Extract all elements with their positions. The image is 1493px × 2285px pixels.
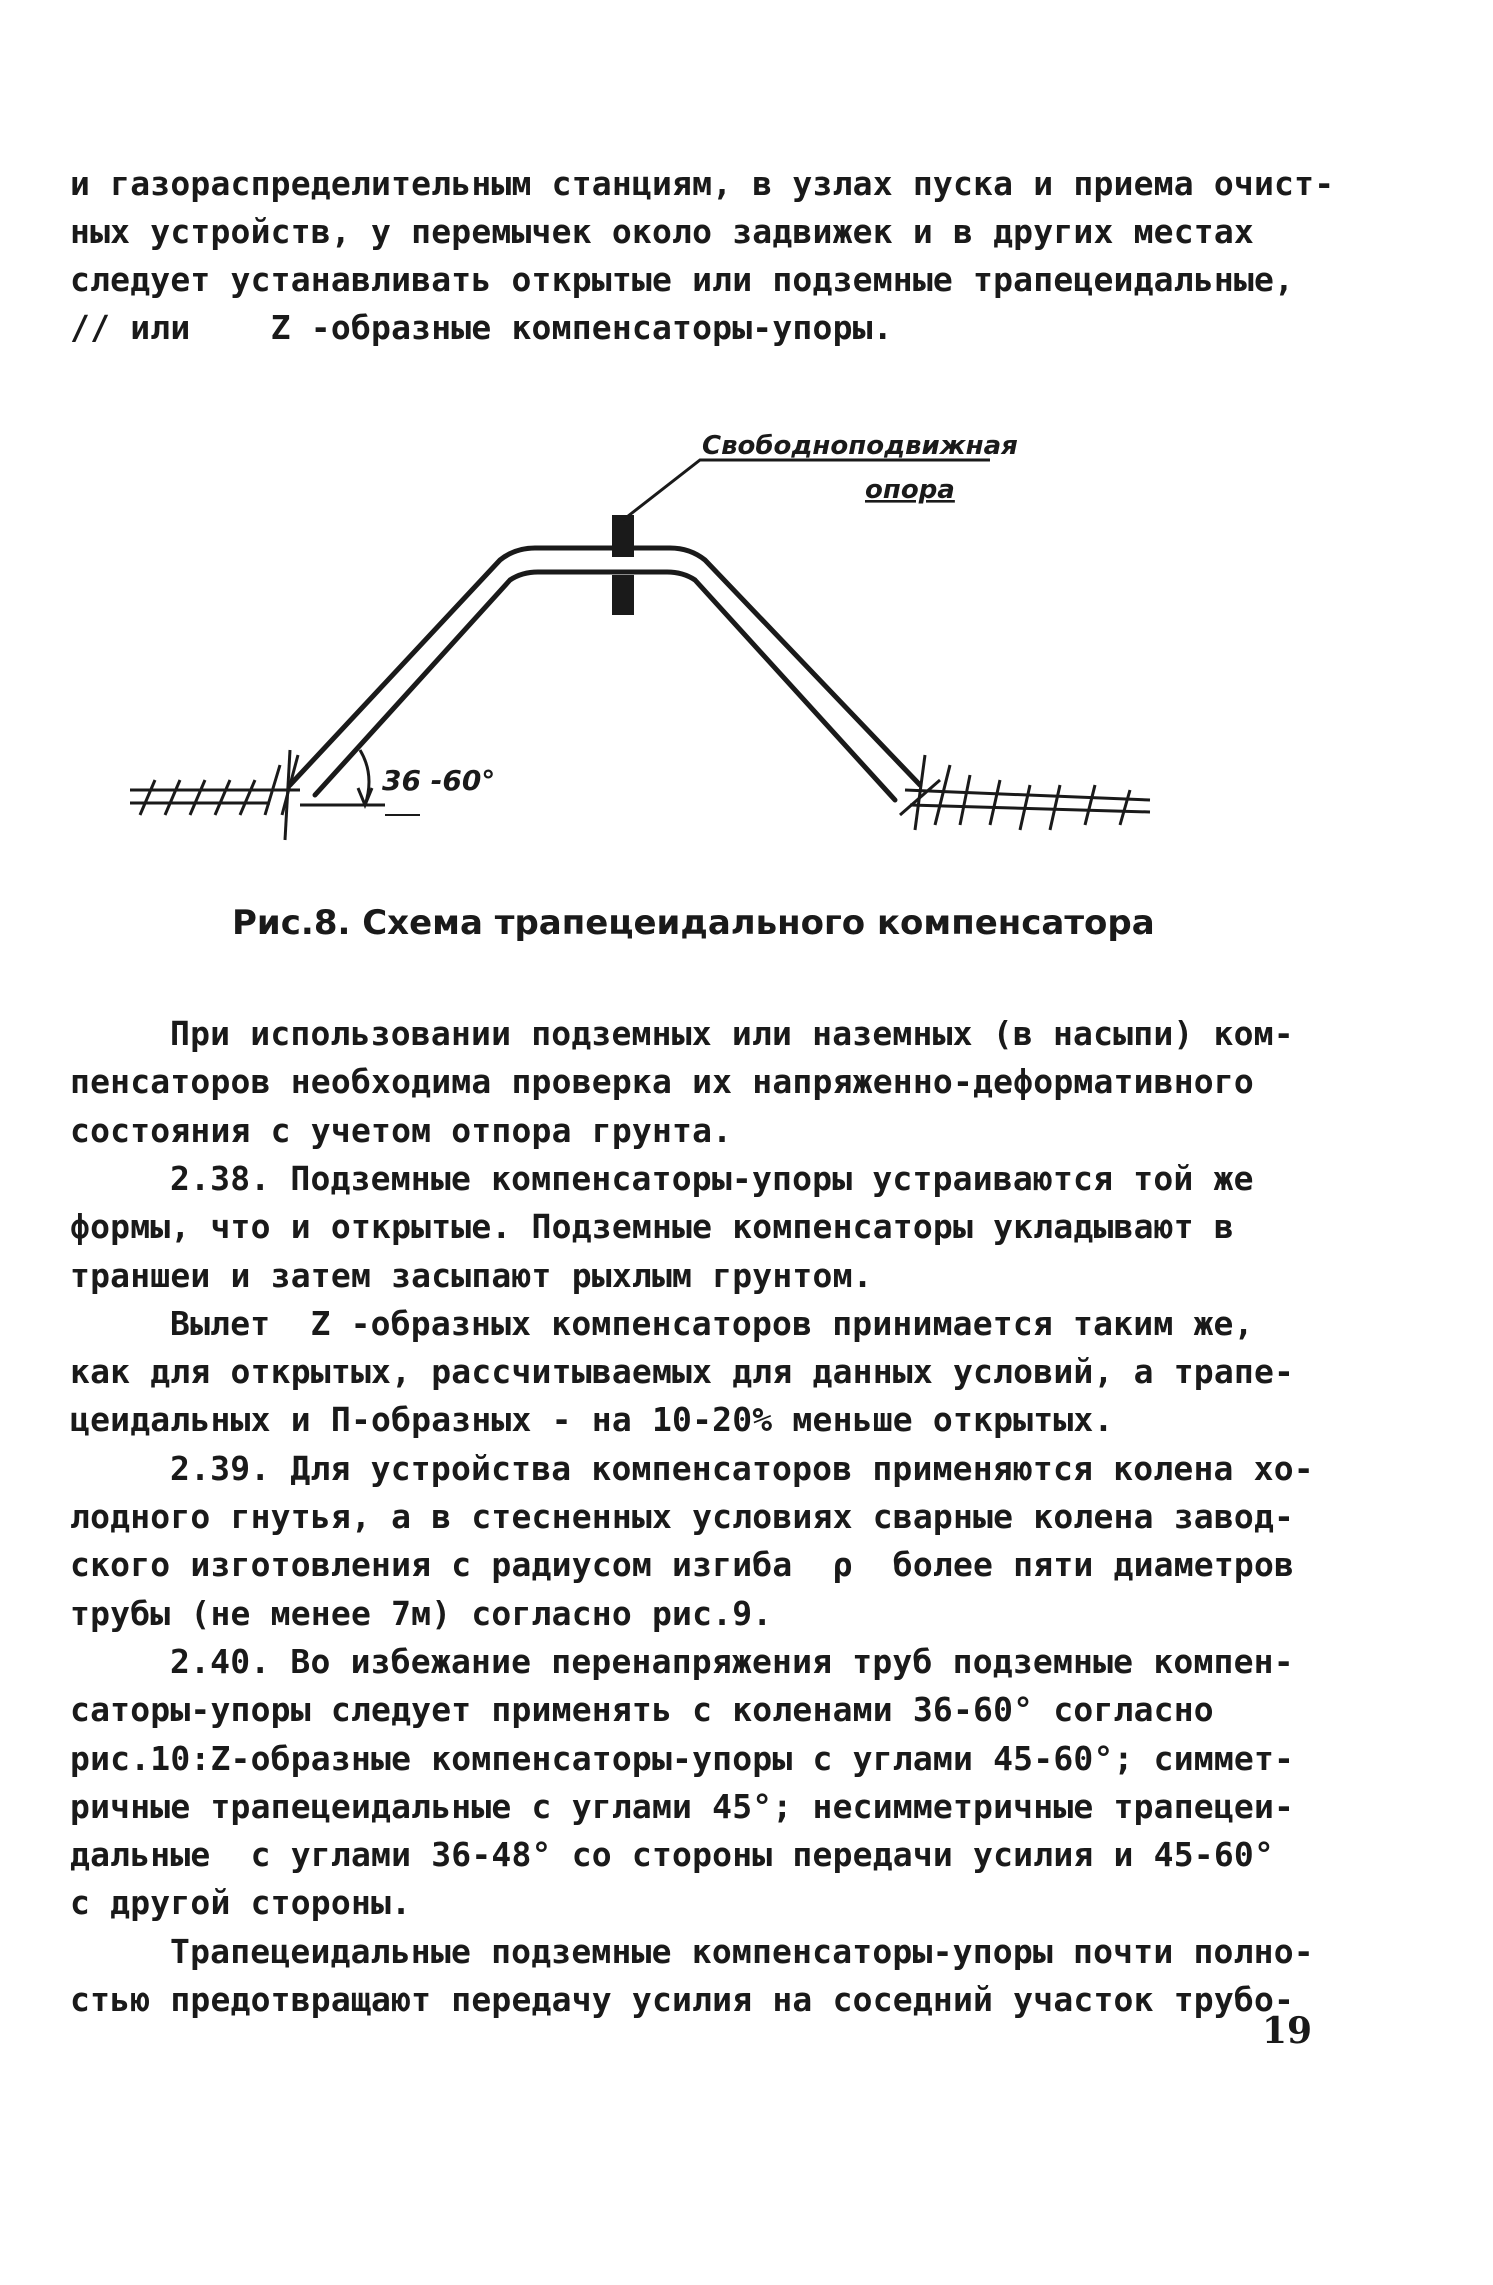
text-line: с другой стороны. <box>70 1883 412 1922</box>
support-label-line1: Свободноподвижная <box>702 431 1018 461</box>
text-line: лодного гнутья, а в стесненных условиях сварные колена завод- <box>70 1497 1295 1536</box>
text-line: 2.38. Подземные компенсаторы-упоры устраиваются той же <box>170 1159 1254 1198</box>
right-ground-hatching <box>900 755 1150 830</box>
support-label-line2: опора <box>865 475 955 505</box>
text-line: ных устройств, у перемычек около задвижек и в других местах <box>70 212 1254 251</box>
angle-label: 36 -60° <box>382 764 496 797</box>
text-line: пенсаторов необходима проверка их напряженно-деформативного <box>70 1062 1254 1101</box>
text-line: При использовании подземных или наземных (в насыпи) ком- <box>170 1014 1294 1053</box>
pipe-outer-line <box>290 548 920 785</box>
text-line: следует устанавливать открытые или подземные трапецеидальные, <box>70 260 1295 299</box>
trapezoidal-compensator-figure <box>110 420 1210 880</box>
left-ground-hatching <box>130 750 300 840</box>
compensator-diagram <box>110 420 1210 880</box>
page-number: 19 <box>1262 2010 1313 2052</box>
support-block-top <box>612 515 634 557</box>
figure-caption: Рис.8. Схема трапецеидального компенсатора <box>232 903 1155 943</box>
text-line: стью предотвращают передачу усилия на соседний участок трубо- <box>70 1980 1295 2019</box>
text-line: // или Z -образные компенсаторы-упоры. <box>70 308 893 347</box>
text-line: саторы-упоры следует применять с коленами 36-60° согласно <box>70 1690 1214 1729</box>
text-line: как для открытых, рассчитываемых для данных условий, а трапе- <box>70 1352 1295 1391</box>
text-line: ричные трапецеидальные с углами 45°; несимметричные трапецеи- <box>70 1787 1295 1826</box>
text-line: и газораспределительным станциям, в узлах пуска и приема очист- <box>70 164 1335 203</box>
text-line: 2.39. Для устройства компенсаторов применяются колена хо- <box>170 1449 1314 1488</box>
text-line: рис.10:Z-образные компенсаторы-упоры с углами 45-60°; симмет- <box>70 1739 1295 1778</box>
angle-arrow <box>358 788 372 805</box>
text-line: ского изготовления с радиусом изгиба ρ более пяти диаметров <box>70 1545 1295 1584</box>
text-line: Вылет Z -образных компенсаторов принимается таким же, <box>170 1304 1254 1343</box>
text-line: Трапецеидальные подземные компенсаторы-упоры почти полно- <box>170 1932 1314 1971</box>
text-line: цеидальных и П-образных - на 10-20% меньше открытых. <box>70 1400 1114 1439</box>
text-line: траншеи и затем засыпают рыхлым грунтом. <box>70 1256 873 1295</box>
text-line: дальные с углами 36-48° со стороны передачи усилия и 45-60° <box>70 1835 1275 1874</box>
support-block-bottom <box>612 575 634 615</box>
text-line: 2.40. Во избежание перенапряжения труб подземные компен- <box>170 1642 1294 1681</box>
text-line: состояния с учетом отпора грунта. <box>70 1111 733 1150</box>
text-line: трубы (не менее 7м) согласно рис.9. <box>70 1594 773 1633</box>
text-line: формы, что и открытые. Подземные компенсаторы укладывают в <box>70 1207 1234 1246</box>
